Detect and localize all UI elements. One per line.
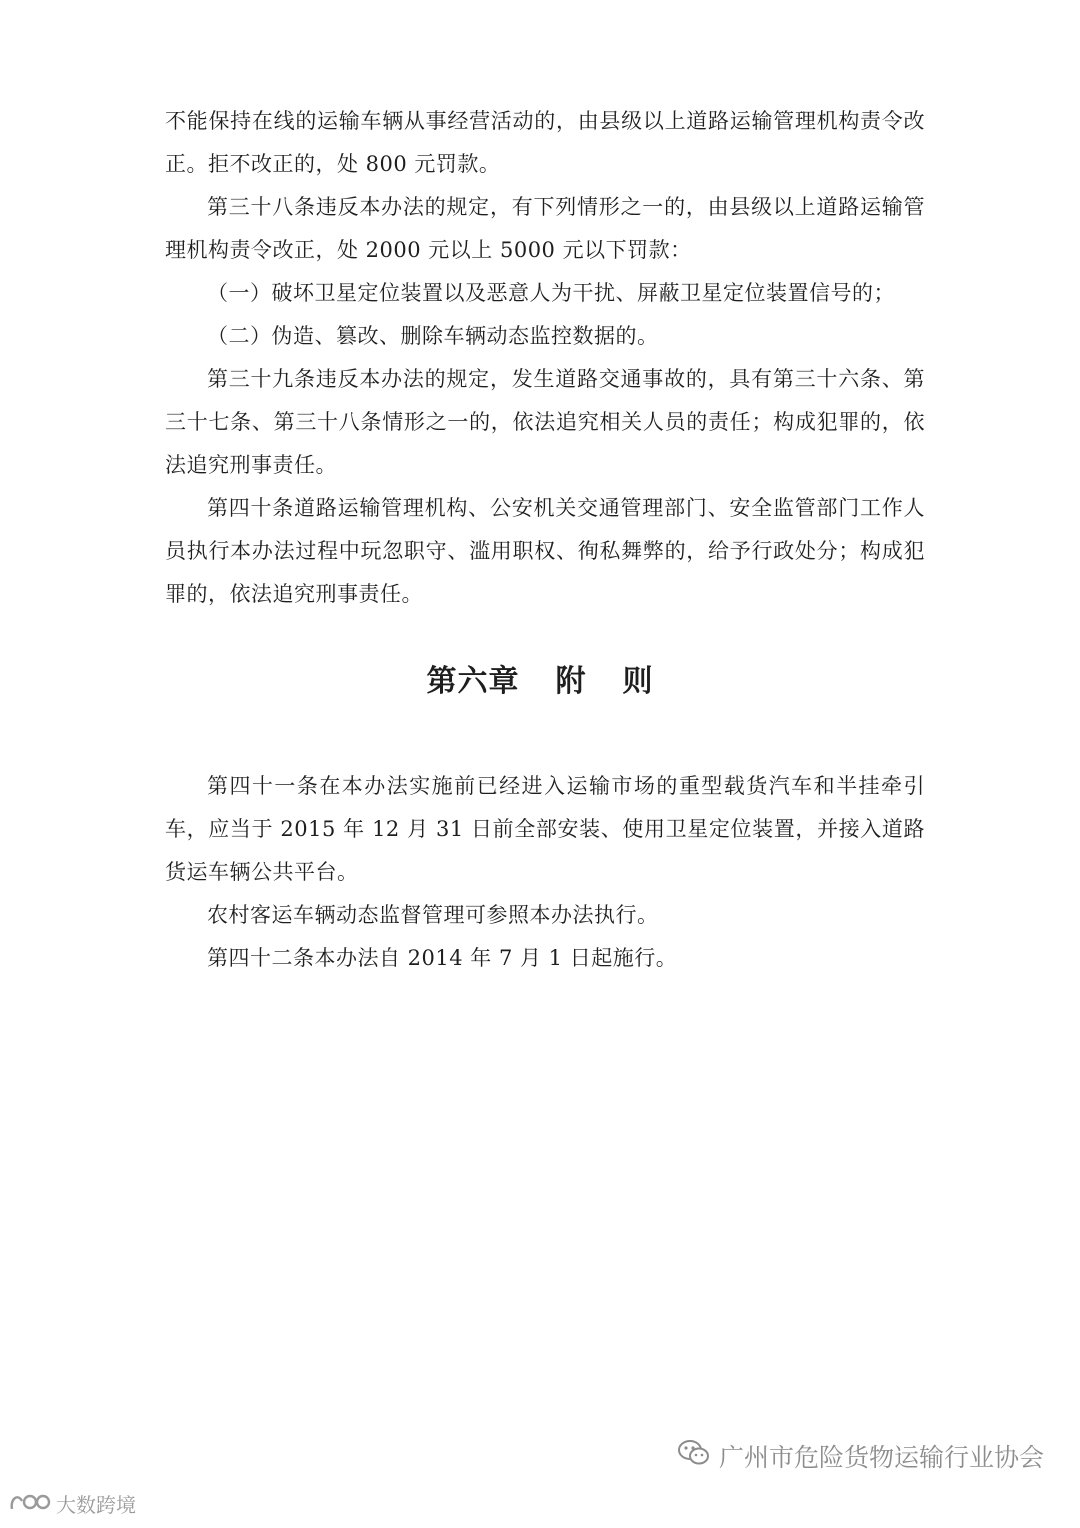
source-watermark — [677, 1436, 1044, 1476]
article-38-item-1: （一）破坏卫星定位装置以及恶意人为干扰、屏蔽卫星定位装置信号的； — [207, 281, 895, 305]
chapter-title-char-2: 则 — [622, 664, 654, 699]
wechat-icon — [677, 1438, 711, 1474]
chapter-number: 第六章 — [426, 664, 520, 699]
article-38: 第三十八条违反本办法的规定，有下列情形之一的，由县级以上道路运输管理机构责令改正，处 2000 元以上 5000 元以下罚款： — [165, 195, 925, 262]
article-38-item-2: （二）伪造、篡改、删除车辆动态监控数据的。 — [207, 324, 659, 348]
source-watermark-text: 广州市危险货物运输行业协会 — [718, 1443, 1044, 1472]
chapter-title-char-1: 附 — [555, 664, 587, 699]
paragraph-continuation: 不能保持在线的运输车辆从事经营活动的，由县级以上道路运输管理机构责令改正。拒不改正的，处 800 元罚款。 — [165, 109, 925, 176]
article-39: 第三十九条违反本办法的规定，发生道路交通事故的，具有第三十六条、第三十七条、第三十八条情形之一的，依法追究相关人员的责任；构成犯罪的，依法追究刑事责任。 — [165, 367, 925, 477]
article-40: 第四十条道路运输管理机构、公安机关交通管理部门、安全监管部门工作人员执行本办法过程中玩忽职守、滥用职权、徇私舞弊的，给予行政处分；构成犯罪的，依法追究刑事责任。 — [165, 496, 925, 606]
rural-passenger-paragraph: 农村客运车辆动态监督管理可参照本办法执行。 — [207, 903, 659, 927]
article-42: 第四十二条本办法自 2014 年 7 月 1 日起施行。 — [207, 946, 678, 970]
article-41: 第四十一条在本办法实施前已经进入运输市场的重型载货汽车和半挂牵引车，应当于 2015 年 12 月 31 日前全部安装、使用卫星定位装置，并接入道路货运车辆公共平台。 — [165, 774, 925, 884]
chapter-heading — [0, 656, 1080, 700]
brand-watermark — [8, 1488, 136, 1518]
brand-watermark-text: 大数跨境 — [56, 1492, 136, 1517]
brand-logo-icon — [8, 1489, 52, 1518]
